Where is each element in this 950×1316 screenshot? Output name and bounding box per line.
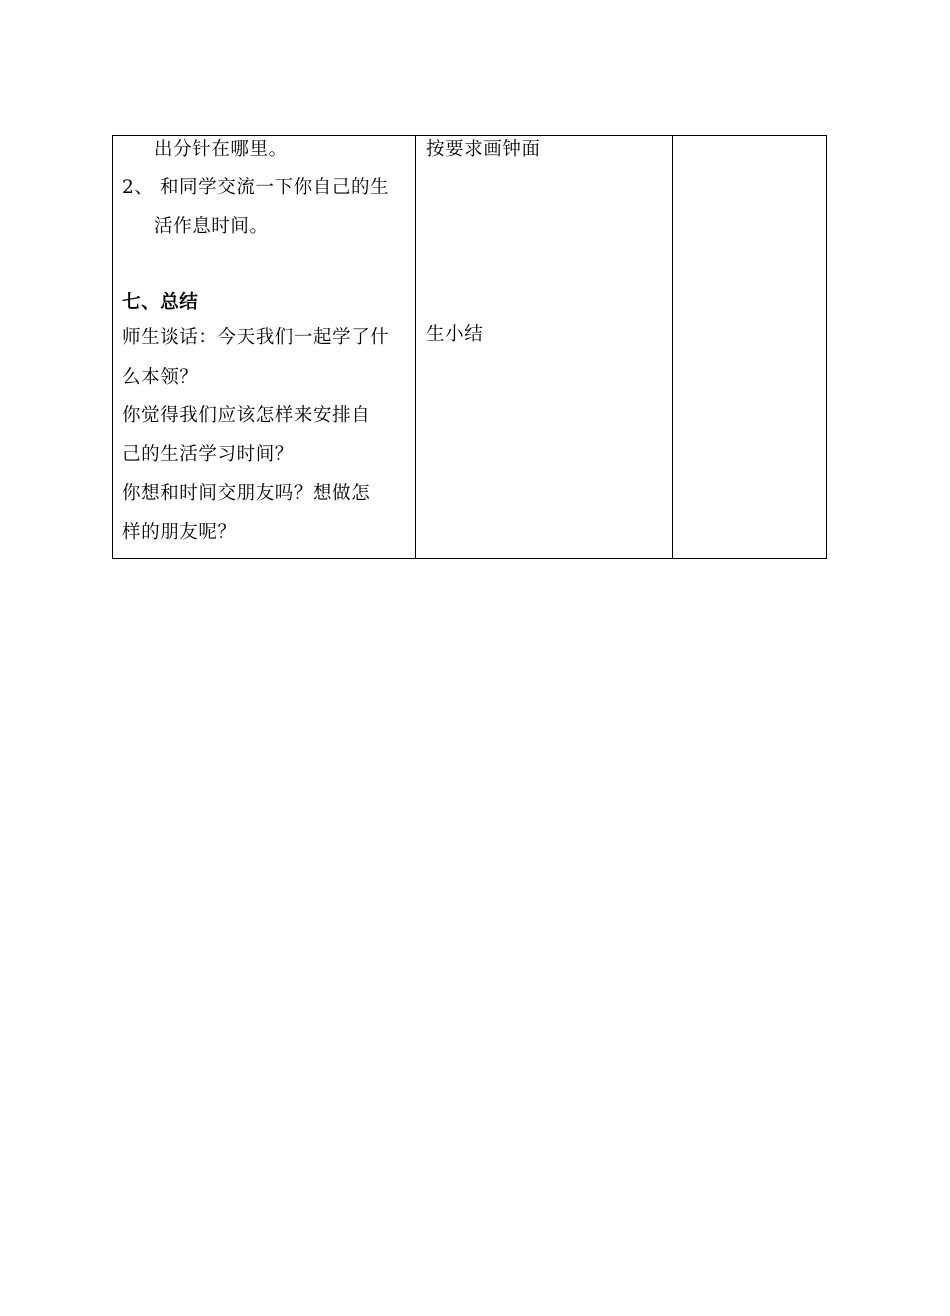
text-line: 按要求画钟面 — [426, 139, 541, 160]
text-line: 活作息时间。 — [154, 216, 269, 237]
text-line: 么本领？ — [122, 367, 199, 388]
text-line: 己的生活学习时间？ — [122, 444, 294, 465]
lesson-plan-table — [112, 135, 827, 559]
notes-cell — [673, 136, 827, 559]
student-activity-cell — [416, 136, 673, 559]
text-line: 2、 和同学交流一下你自己的生 — [122, 177, 390, 198]
text-line: 样的朋友呢？ — [122, 522, 237, 543]
text-line: 你觉得我们应该怎样来安排自 — [122, 405, 371, 426]
table-row — [113, 136, 827, 559]
text-line: 出分针在哪里。 — [154, 139, 288, 160]
text-line: 师生谈话：今天我们一起学了什 — [122, 327, 390, 348]
section-heading: 七、总结 — [122, 292, 199, 313]
teacher-activity-cell — [113, 136, 416, 559]
text-line: 生小结 — [426, 324, 484, 345]
text-line: 你想和时间交朋友吗？想做怎 — [122, 483, 371, 504]
